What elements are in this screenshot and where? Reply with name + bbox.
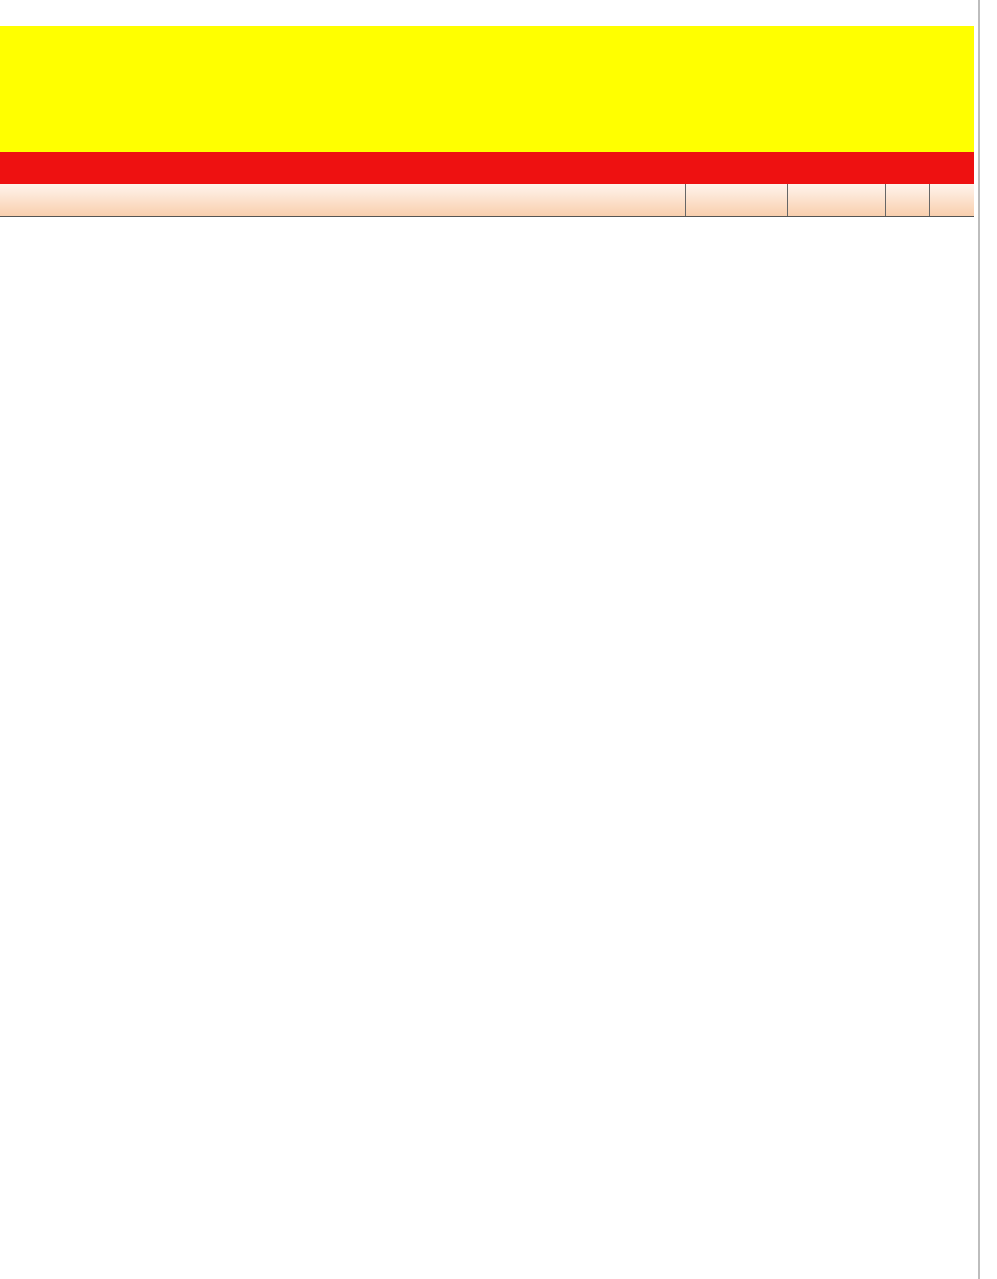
header-radif — [930, 184, 974, 216]
header-block — [886, 184, 930, 216]
table-header — [0, 184, 974, 217]
header-connect-time — [686, 184, 788, 216]
title-banner — [0, 26, 974, 152]
header-location — [0, 184, 686, 216]
page-edge-rule — [978, 0, 980, 1279]
date-banner — [0, 152, 974, 184]
header-cut-time — [788, 184, 886, 216]
top-margin — [0, 0, 997, 26]
